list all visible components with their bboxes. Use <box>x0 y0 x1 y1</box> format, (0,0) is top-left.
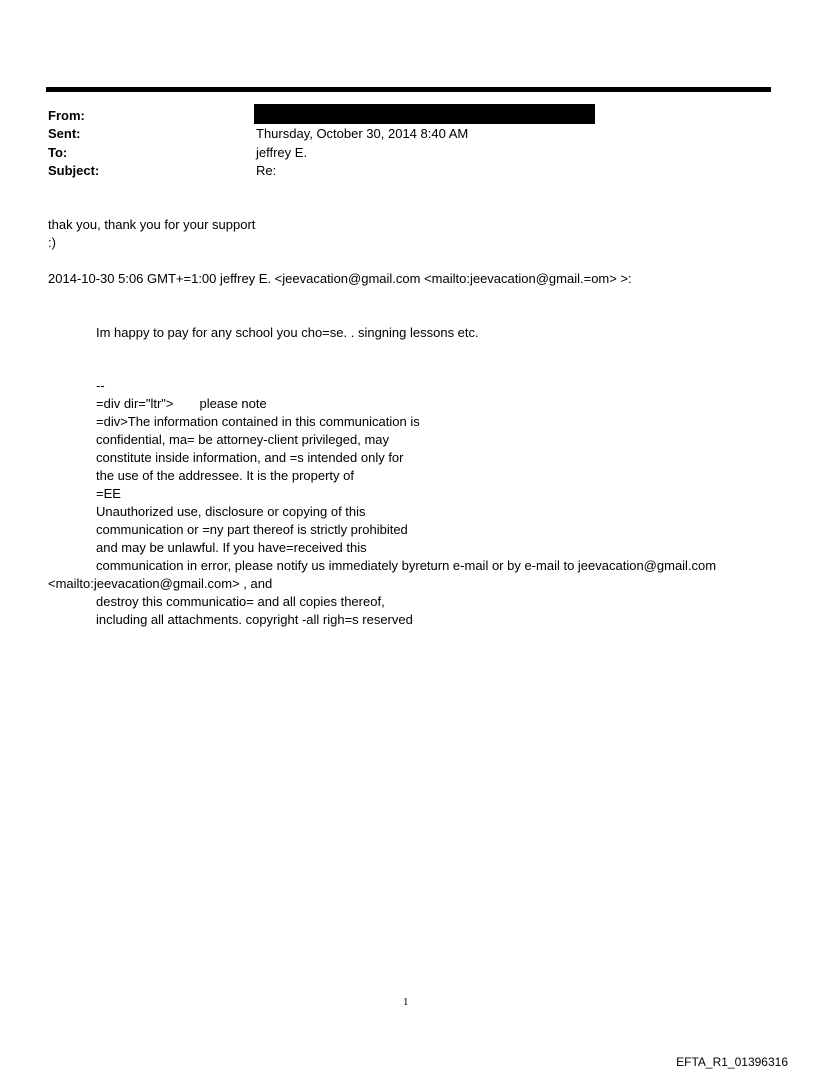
disclaimer-line: =div>The information contained in this communication is <box>96 414 420 429</box>
subject-value: Re: <box>256 163 277 178</box>
signature-div-line <box>96 395 267 412</box>
to-label: To: <box>48 145 68 160</box>
header-rule <box>46 87 771 92</box>
quote-header: 2014-10-30 5:06 GMT+=1:00 jeffrey E. <jeevacation@gmail.com <mailto:jeevacation@gmail.=om> >: <box>48 271 632 286</box>
disclaimer-line: communication or =ny part thereof is strictly prohibited <box>96 522 408 537</box>
disclaimer-line: Unauthorized use, disclosure or copying of this <box>96 504 366 519</box>
bates-number: EFTA_R1_01396316 <box>676 1055 788 1069</box>
redacted-sender <box>254 104 595 124</box>
disclaimer-line: =EE <box>96 486 121 501</box>
reply-line-1: thak you, thank you for your support <box>48 217 256 232</box>
sent-label: Sent: <box>48 126 81 141</box>
disclaimer-line: confidential, ma= be attorney-client privileged, may <box>96 432 390 447</box>
closing-line: including all attachments. copyright -all righ=s reserved <box>96 612 413 627</box>
sent-value: Thursday, October 30, 2014 8:40 AM <box>256 126 469 141</box>
closing-line: destroy this communicatio= and all copies thereof, <box>96 594 385 609</box>
quoted-message: Im happy to pay for any school you cho=se. . singning lessons etc. <box>96 325 479 340</box>
from-label: From: <box>48 108 85 123</box>
signature-please-note: please note <box>199 396 267 411</box>
page-number: 1 <box>403 996 409 1008</box>
disclaimer-line: and may be unlawful. If you have=received this <box>96 540 367 555</box>
mailto-line: <mailto:jeevacation@gmail.com> , and <box>48 576 273 591</box>
disclaimer-line: communication in error, please notify us immediately byreturn e-mail or by e-mail to jeevacation@gmail.com <box>96 558 717 573</box>
to-value: jeffrey E. <box>256 145 308 160</box>
subject-label: Subject: <box>48 163 100 178</box>
signature-div-tag: =div dir="ltr"> <box>96 396 174 411</box>
disclaimer-line: constitute inside information, and =s intended only for <box>96 450 404 465</box>
reply-line-2: :) <box>48 235 56 250</box>
disclaimer-line: the use of the addressee. It is the property of <box>96 468 354 483</box>
signature-dashes: -- <box>96 378 105 393</box>
